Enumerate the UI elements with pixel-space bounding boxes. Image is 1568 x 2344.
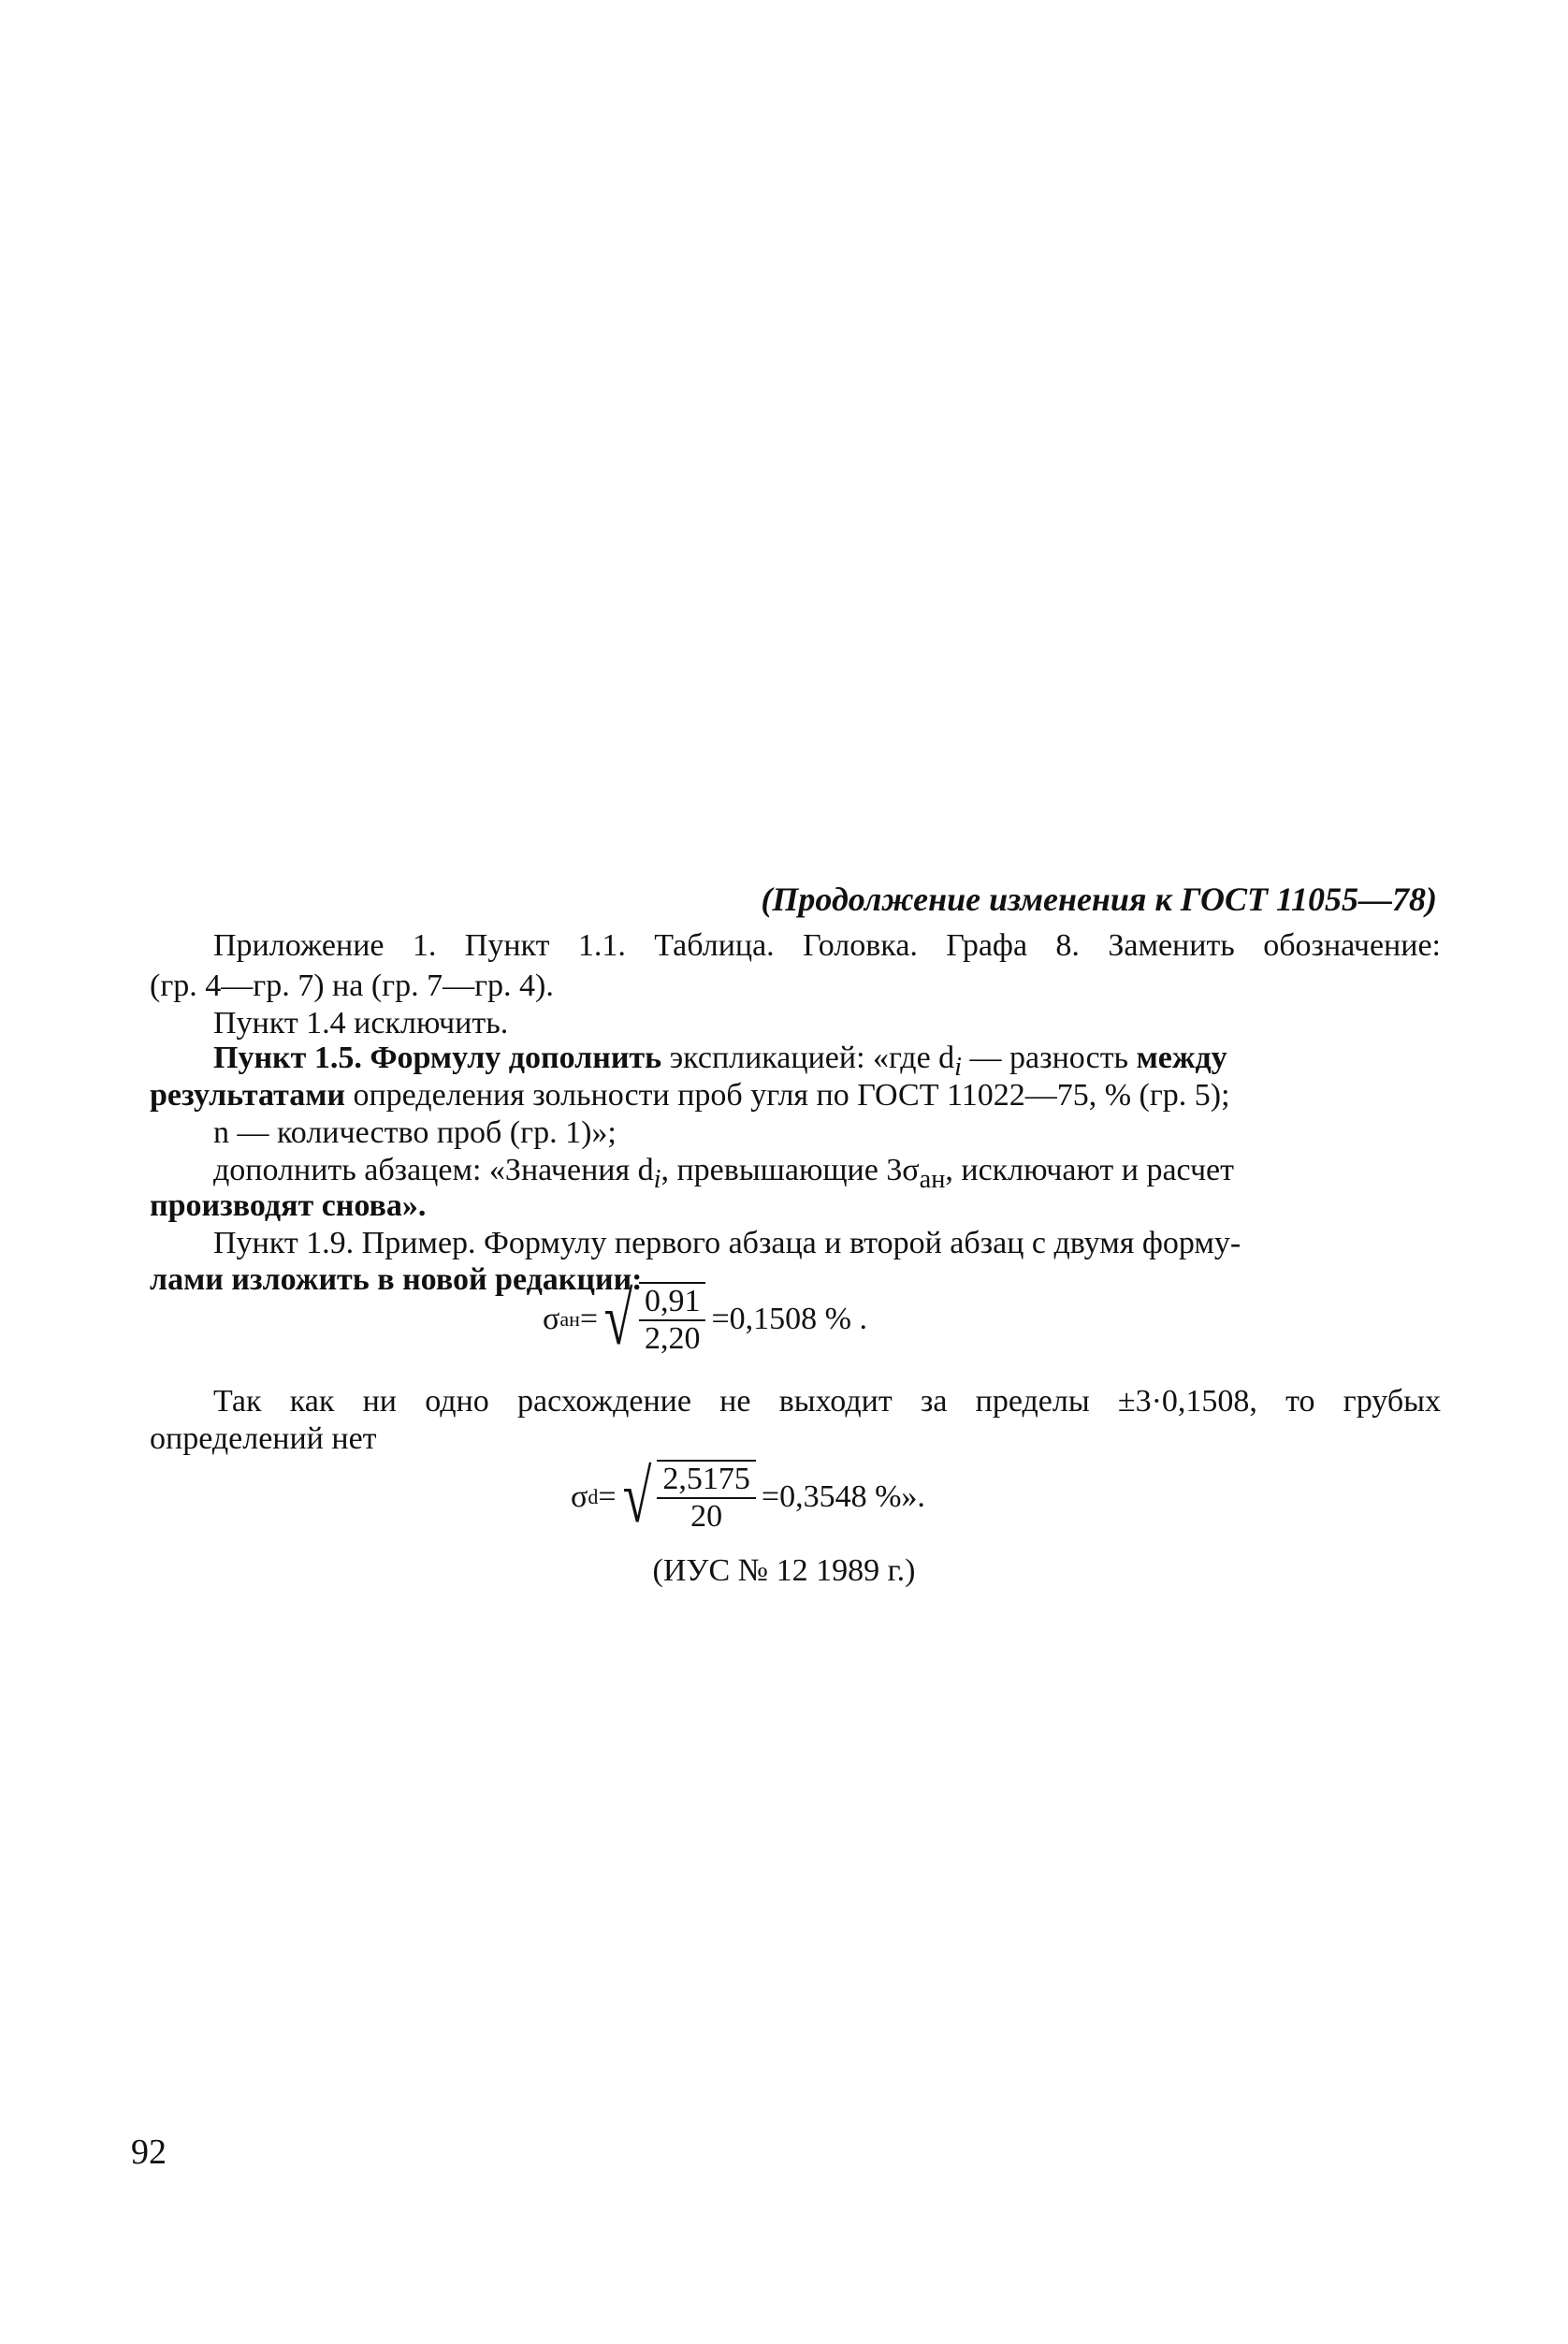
formula-result: =0,1508 % . <box>711 1302 867 1336</box>
fraction-denominator: 20 <box>690 1499 723 1534</box>
text-line: лами изложить в новой редакции: <box>150 1262 643 1297</box>
text-span: , превышающие 3σ <box>661 1153 920 1187</box>
fraction-numerator: 2,5175 <box>657 1460 756 1499</box>
fraction-denominator: 2,20 <box>644 1321 701 1356</box>
formula-equals: = <box>598 1479 617 1514</box>
fraction <box>639 1282 706 1357</box>
fraction-numerator: 0,91 <box>639 1282 706 1321</box>
formula-lhs-subscript: d <box>588 1485 599 1508</box>
formula-sigma-an <box>543 1278 867 1361</box>
text-line: Приложение 1. Пункт 1.1. Таблица. Головка. Графа 8. Заменить обозначение: <box>213 928 1441 963</box>
subscript: i <box>653 1164 661 1194</box>
text-line: Пункт 1.4 исключить. <box>213 1006 509 1041</box>
formula-equals: = <box>579 1302 599 1336</box>
text-span: , исключают и расчет <box>945 1153 1234 1187</box>
bold-text: Пункт 1.5. Формулу дополнить <box>213 1041 662 1075</box>
subscript: ан <box>919 1164 946 1194</box>
formula-lhs: σ <box>543 1302 560 1336</box>
bold-text: между <box>1136 1041 1227 1075</box>
text-span: дополнить абзацем: «Значения d <box>213 1153 654 1187</box>
fraction <box>657 1460 756 1535</box>
page-header: (Продолжение изменения к ГОСТ 11055—78) <box>761 881 1437 918</box>
text-line: (гр. 4—гр. 7) на (гр. 7—гр. 4). <box>150 968 554 1003</box>
text-line <box>150 1076 1441 1115</box>
formula-lhs-subscript: ан <box>559 1307 580 1331</box>
text-line: производят снова». <box>150 1188 427 1223</box>
formula-sigma-d <box>571 1456 925 1538</box>
source-reference: (ИУС № 12 1989 г.) <box>652 1553 916 1588</box>
text-span: — разность <box>962 1041 1129 1075</box>
text-line: определений нет <box>150 1421 377 1456</box>
sqrt-icon: √ <box>622 1456 651 1538</box>
text-line: Пункт 1.9. Пример. Формулу первого абзаца и второй абзац с двумя форму- <box>213 1226 1241 1260</box>
text-line: Так как ни одно расхождение не выходит за пределы ±3·0,1508, то грубых <box>213 1384 1441 1419</box>
sqrt-icon: √ <box>603 1278 633 1361</box>
text-span: определения зольности проб угля по ГОСТ 11022—75, % (гр. 5); <box>353 1078 1230 1113</box>
formula-result: =0,3548 %». <box>761 1479 925 1514</box>
subscript: i <box>954 1052 963 1082</box>
formula-lhs: σ <box>571 1479 588 1514</box>
page-number: 92 <box>131 2133 167 2172</box>
text-line: n — количество проб (гр. 1)»; <box>213 1115 617 1150</box>
text-span: экспликацией: «где d <box>669 1041 955 1075</box>
bold-text: результатами <box>150 1078 345 1113</box>
